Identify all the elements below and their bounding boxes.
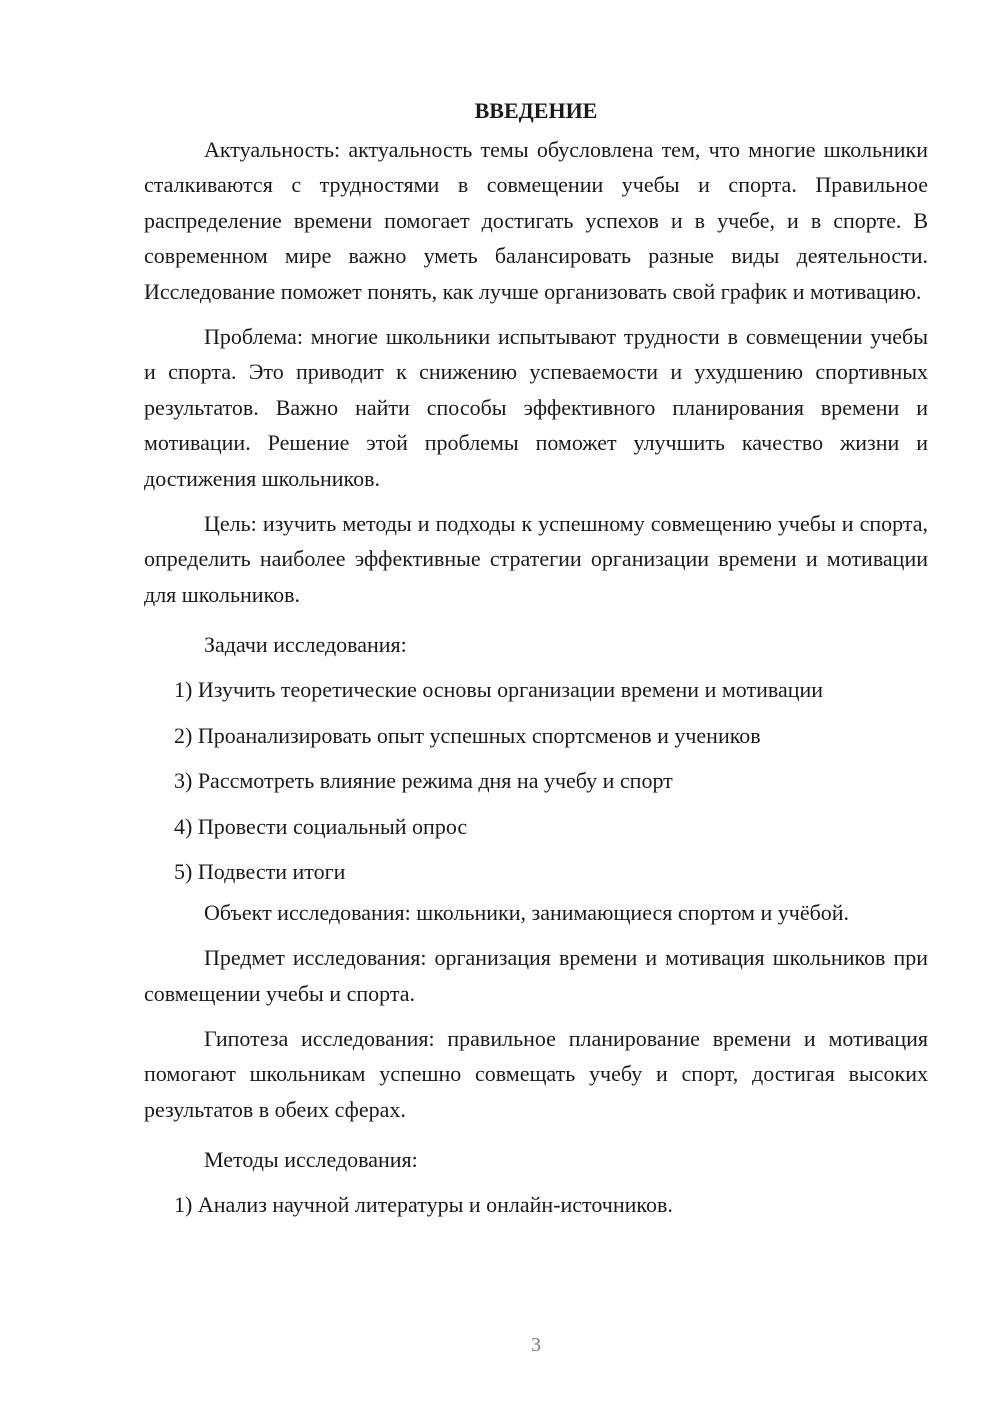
goal-paragraph: Цель: изучить методы и подходы к успешному совмещению учебы и спорта, определить наиболее эффективные стратегии организации времени и мотивации для школьников. [144,511,928,607]
methods-heading: Методы исследования: [204,1147,418,1173]
subject-paragraph: Предмет исследования: организация времени и мотивация школьников при совмещении учебы и спорта. [144,945,928,1006]
task-item: 3) Рассмотреть влияние режима дня на учебу и спорт [174,768,673,794]
hypothesis-paragraph: Гипотеза исследования: правильное планирование времени и мотивация помогают школьникам успешно совмещать учебу и спорт, достигая высоких результатов в обеих сферах. [144,1026,928,1122]
relevance-paragraph: Актуальность: актуальность темы обусловлена тем, что многие школьники сталкиваются с трудностями в совмещении учебы и спорта. Правильное распределение времени помогает достигать успехов и в учебе, и в спорте. В современном мире важно уметь балансировать разные виды деятельности. Исследование поможет понять, как лучше организовать свой график и мотивацию. [144,137,928,304]
problem-paragraph: Проблема: многие школьники испытывают трудности в совмещении учебы и спорта. Это приводит к снижению успеваемости и ухудшению спортивных результатов. Важно найти способы эффективного планирования времени и мотивации. Решение этой проблемы поможет улучшить качество жизни и достижения школьников. [144,324,928,491]
task-item: 1) Изучить теоретические основы организации времени и мотивации [174,677,824,703]
section-title: ВВЕДЕНИЕ [474,98,598,123]
methods-list [144,1182,928,1228]
page-number: 3 [531,1334,541,1356]
task-item: 4) Провести социальный опрос [174,813,468,839]
page-content [144,96,928,1228]
object-paragraph: Объект исследования: школьники, занимающиеся спортом и учёбой. [204,899,850,925]
tasks-heading: Задачи исследования: [204,632,407,658]
task-item: 2) Проанализировать опыт успешных спортсменов и учеников [174,722,761,748]
method-item: 1) Анализ научной литературы и онлайн-источников. [174,1192,673,1218]
task-item: 5) Подвести итоги [174,859,346,885]
tasks-list [144,667,928,895]
